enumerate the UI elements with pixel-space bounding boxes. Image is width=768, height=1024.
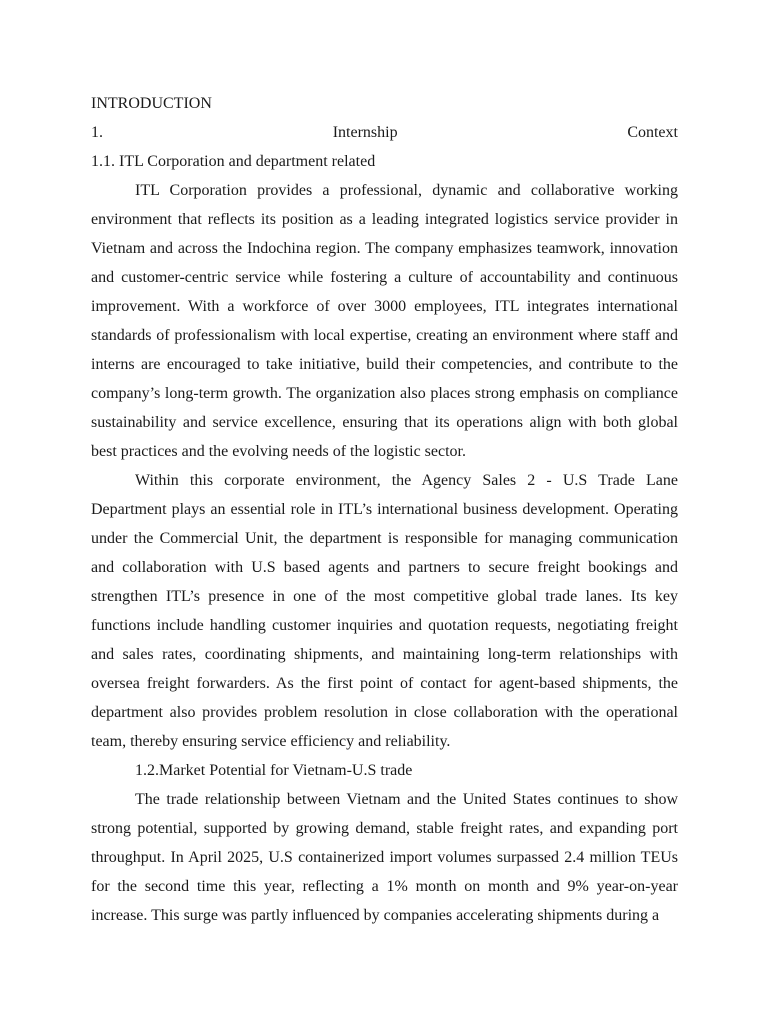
subsection-1-2-heading: 1.2.Market Potential for Vietnam-U.S trade <box>135 762 413 779</box>
paragraph-market-potential: The trade relationship between Vietnam and the United States continues to show strong potential, supported by growing demand, stable freight rates, and expanding port throughput. In April 2025, U.S containerized import volumes surpassed 2.4 million TEUs for the second time this year, reflecting a 1% month on month and 9% year-on-year increase. This surge was partly influenced by companies accelerating shipments during a <box>91 791 678 924</box>
paragraph-itl-corporation: ITL Corporation provides a professional, dynamic and collaborative working environment that reflects its position as a leading integrated logistics service provider in Vietnam and across the Indochina region. The company emphasizes teamwork, innovation and customer-centric service while fostering a culture of accountability and continuous improvement. With a workforce of over 3000 employees, ITL integrates international standards of professionalism with local expertise, creating an environment where staff and interns are encouraged to take initiative, build their competencies, and contribute to the company’s long-term growth. The organization also places strong emphasis on compliance sustainability and service excellence, ensuring that its operations align with both global best practices and the evolving needs of the logistic sector. <box>91 182 678 460</box>
section-number: 1. <box>91 124 103 141</box>
subsection-1-1-heading: 1.1. ITL Corporation and department related <box>91 153 376 170</box>
paragraph-agency-sales: Within this corporate environment, the Agency Sales 2 - U.S Trade Lane Department plays an essential role in ITL’s international business development. Operating under the Commercial Unit, the department is responsible for managing communication and collaboration with U.S based agents and partners to secure freight bookings and strengthen ITL’s presence in one of the most competitive global trade lanes. Its key functions include handling customer inquiries and quotation requests, negotiating freight and sales rates, coordinating shipments, and maintaining long-term relationships with oversea freight forwarders. As the first point of contact for agent-based shipments, the department also provides problem resolution in close collaboration with the operational team, thereby ensuring service efficiency and reliability. <box>91 472 678 750</box>
section-title-word-1: Internship <box>332 124 398 141</box>
document-heading: INTRODUCTION <box>91 95 212 112</box>
section-1-heading <box>91 118 678 147</box>
document-page <box>91 89 678 930</box>
section-title-word-2: Context <box>627 124 678 141</box>
